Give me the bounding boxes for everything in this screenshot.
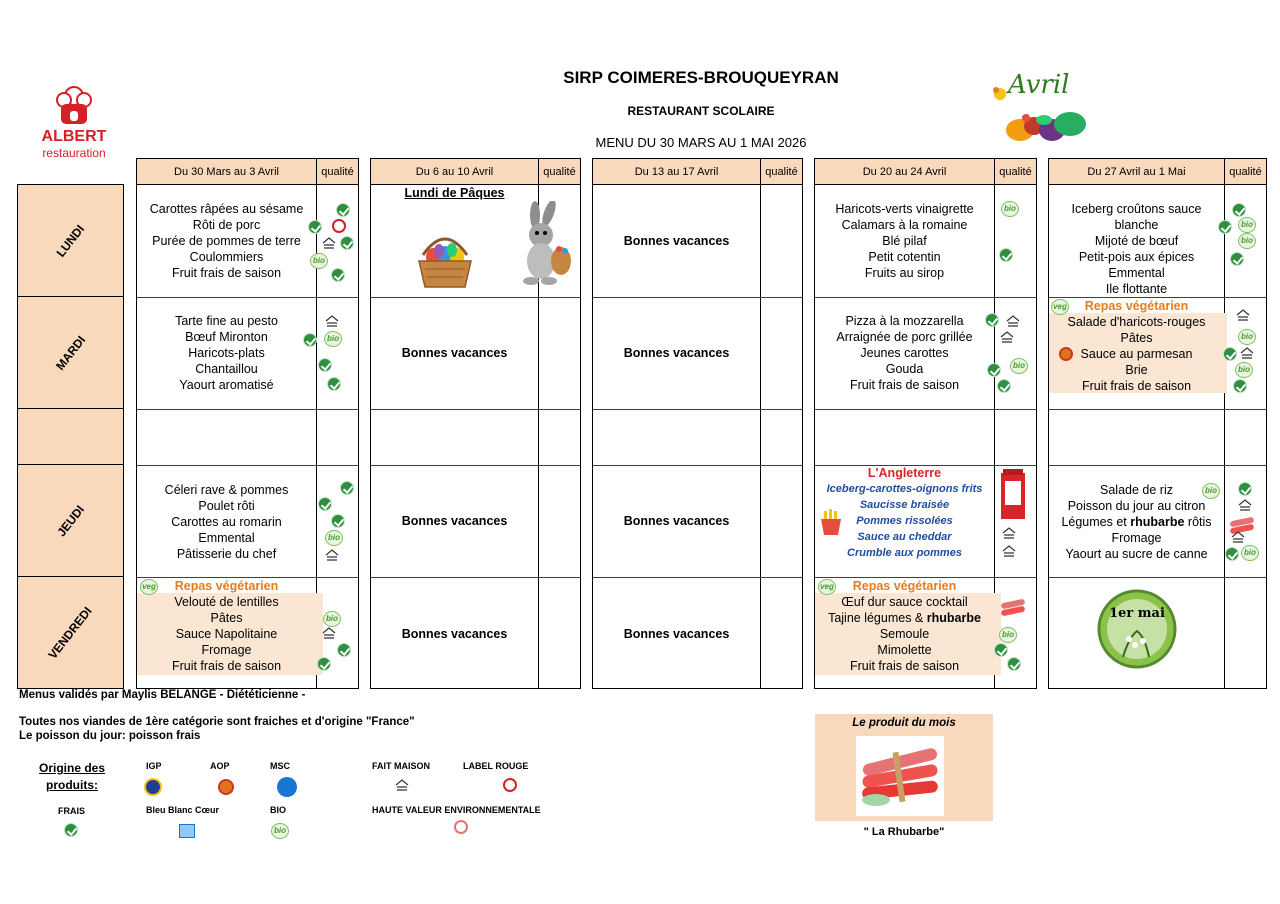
quality-header: qualité [760, 159, 802, 185]
fait-maison-icon [394, 779, 410, 793]
fait-maison-icon [1230, 531, 1246, 545]
menu-mardi-week1: Tarte fine au pesto Bœuf Mironton Haricots-plats Chantaillou Yaourt aromatisé [175, 314, 278, 392]
fait-maison-icon [1001, 527, 1017, 541]
aop-icon [1059, 347, 1073, 361]
frais-icon [337, 643, 351, 657]
frais-icon [318, 358, 332, 372]
month-name: Avril [1008, 70, 1070, 100]
product-of-month [815, 714, 993, 821]
fait-maison-icon [1001, 545, 1017, 559]
frais-icon [327, 377, 341, 391]
quality-header: qualité [538, 159, 580, 185]
bleu-blanc-coeur-icon [179, 824, 195, 838]
menu-jeudi-week2: Bonnes vacances [401, 514, 508, 528]
frais-icon [331, 268, 345, 282]
fait-maison-icon [321, 237, 337, 251]
fait-maison-icon [1239, 347, 1255, 361]
menu-vendredi-week4: Repas végétarien Œuf dur sauce cocktail Tajine légumes & rhubarbe Semoule Mimolette Fruit frais de saison [815, 578, 994, 674]
week-header: Du 27 Avril au 1 Mai [1049, 159, 1224, 185]
week-header: Du 13 au 17 Avril [593, 159, 760, 185]
easter-basket-icon [415, 227, 475, 291]
bio-icon: bio [324, 331, 342, 347]
frais-icon [1218, 220, 1232, 234]
logo-name: ALBERT [41, 128, 107, 145]
fait-maison-icon [321, 627, 337, 641]
quality-header: qualité [994, 159, 1036, 185]
bio-icon: bio [1010, 358, 1028, 374]
legend-fait-maison-label: FAIT MAISON [372, 761, 430, 771]
week-header: Du 30 Mars au 3 Avril [137, 159, 316, 185]
frais-icon [987, 363, 1001, 377]
fish-note: Le poisson du jour: poisson frais [19, 730, 201, 742]
easter-bunny-icon [513, 201, 577, 287]
week-column-2 [370, 158, 581, 689]
vegetarian-icon: veg [1051, 299, 1069, 315]
vegetarian-title: Repas végétarien [174, 579, 279, 593]
menu-period: MENU DU 30 MARS AU 1 MAI 2026 [595, 135, 807, 150]
vegetarian-title: Repas végétarien [852, 579, 957, 593]
rhubarb-image [856, 736, 944, 816]
vegetarian-icon: veg [818, 579, 836, 595]
legend-label-rouge-label: LABEL ROUGE [463, 761, 529, 771]
easter-title: Lundi de Pâques [404, 186, 505, 200]
fait-maison-icon [1237, 499, 1253, 513]
frais-icon [318, 497, 332, 511]
bio-icon: bio [1241, 545, 1259, 561]
fait-maison-icon [324, 315, 340, 329]
menu-mardi-week3: Bonnes vacances [623, 346, 730, 360]
meat-origin-note: Toutes nos viandes de 1ère catégorie sont fraiches et d'origine "France" [19, 716, 415, 728]
bio-icon: bio [1202, 483, 1220, 499]
msc-icon [277, 777, 297, 797]
frais-icon [1238, 482, 1252, 496]
day-label-jeudi: JEUDI [17, 464, 124, 577]
menu-mardi-week2: Bonnes vacances [401, 346, 508, 360]
legend-msc-label: MSC [270, 761, 290, 771]
week-column-5 [1048, 158, 1267, 689]
fait-maison-icon [1235, 309, 1251, 323]
day-label-vendredi: VENDREDI [17, 576, 124, 689]
week-column-3 [592, 158, 803, 689]
week-column-1 [136, 158, 359, 689]
bio-icon: bio [271, 823, 289, 839]
vegetarian-icon: veg [140, 579, 158, 595]
menu-lundi-week5: Iceberg croûtons sauce blanche Mijoté de bœuf Petit-pois aux épices Emmental Ile flottante [1071, 202, 1202, 296]
frais-icon [1232, 203, 1246, 217]
bio-icon: bio [1238, 217, 1256, 233]
legend-aop-label: AOP [210, 761, 230, 771]
albert-logo [24, 76, 128, 166]
phone-booth-icon [999, 469, 1027, 521]
menu-mardi-week4: Pizza à la mozzarella Arraignée de porc grillée Jeunes carottes Gouda Fruit frais de saison [836, 314, 973, 392]
frais-icon [1007, 657, 1021, 671]
month-badge [986, 68, 1094, 148]
bio-icon: bio [323, 611, 341, 627]
menu-jeudi-week3: Bonnes vacances [623, 514, 730, 528]
legend-frais-label: FRAIS [58, 806, 85, 816]
frais-icon [317, 657, 331, 671]
menu-jeudi-week1: Céleri rave & pommes Poulet rôti Carottes au romarin Emmental Pâtisserie du chef [164, 483, 289, 561]
bio-icon: bio [1235, 362, 1253, 378]
menu-lundi-week3: Bonnes vacances [623, 234, 730, 248]
day-label-mercredi [17, 408, 124, 465]
week-header: Du 6 au 10 Avril [371, 159, 538, 185]
label-rouge-icon [332, 219, 346, 233]
logo-subtitle: restauration [42, 146, 106, 160]
frais-icon [1223, 347, 1237, 361]
week-header: Du 20 au 24 Avril [815, 159, 994, 185]
fries-icon [819, 509, 843, 535]
chef-hat-icon [52, 84, 96, 128]
bio-icon: bio [1238, 329, 1256, 345]
rhubarb-icon [999, 595, 1027, 619]
legend-igp-label: IGP [146, 761, 162, 771]
menu-vendredi-week3: Bonnes vacances [623, 627, 730, 641]
menu-lundi-week4: Haricots-verts vinaigrette Calamars à la romaine Blé pilaf Petit cotentin Fruits au sirop [835, 202, 974, 280]
fait-maison-icon [1005, 315, 1021, 329]
vegetarian-title: Repas végétarien [1084, 299, 1189, 313]
frais-icon [994, 643, 1008, 657]
legend-hve-label: HAUTE VALEUR ENVIRONNEMENTALE [372, 805, 541, 815]
may-day-label: 1er mai [1109, 606, 1165, 621]
igp-icon [144, 778, 162, 796]
origin-title: Origine des produits: [38, 761, 106, 792]
frais-icon [1233, 379, 1247, 393]
may-day-badge-icon [1089, 587, 1185, 671]
week-column-4 [814, 158, 1037, 689]
product-title: Le produit du mois [852, 717, 956, 729]
menu-vendredi-week1: Repas végétarien Velouté de lentilles Pâtes Sauce Napolitaine Fromage Fruit frais de saison [137, 578, 316, 674]
frais-icon [1225, 547, 1239, 561]
menu-mardi-week5: Repas végétarien Salade d'haricots-rouges Pâtes Sauce au parmesan Brie Fruit frais de saison [1049, 298, 1224, 394]
page-subtitle: RESTAURANT SCOLAIRE [627, 104, 775, 118]
frais-icon [1230, 252, 1244, 266]
day-label-mardi: MARDI [17, 296, 124, 409]
product-caption: " La Rhubarbe" [863, 826, 945, 838]
validation-note: Menus validés par Maylis BELANGE - Diététicienne - [19, 689, 306, 701]
day-label-lundi: LUNDI [17, 184, 124, 297]
quality-header: qualité [316, 159, 358, 185]
menu-lundi-week2 [371, 185, 538, 201]
quality-header: qualité [1224, 159, 1266, 185]
frais-icon [997, 379, 1011, 393]
fait-maison-icon [999, 331, 1015, 345]
fait-maison-icon [324, 549, 340, 563]
bio-icon: bio [325, 530, 343, 546]
menu-vendredi-week2: Bonnes vacances [401, 627, 508, 641]
aop-icon [218, 779, 234, 795]
page-title: SIRP COIMERES-BROUQUEYRAN [563, 68, 839, 87]
frais-icon [331, 514, 345, 528]
frais-icon [336, 203, 350, 217]
menu-lundi-week1: Carottes râpées au sésame Rôti de porc Purée de pommes de terre Coulommiers Fruit frais de saison [149, 202, 304, 280]
bio-icon: bio [1001, 201, 1019, 217]
frais-icon [303, 333, 317, 347]
bio-icon: bio [310, 253, 328, 269]
frais-icon [340, 481, 354, 495]
hve-icon [454, 820, 468, 834]
menu-jeudi-week4: L'Angleterre Iceberg-carottes-oignons frits Saucisse braisée Pommes rissolées Sauce au cheddar Crumble aux pommes [815, 465, 994, 561]
frais-icon [999, 248, 1013, 262]
legend-bbc-label: Bleu Blanc Cœur [146, 805, 220, 815]
label-rouge-icon [503, 778, 517, 792]
frais-icon [64, 823, 78, 837]
frais-icon [340, 236, 354, 250]
menu-jeudi-week5: Salade de riz Poisson du jour au citron Légumes et rhubarbe rôtis Fromage Yaourt au sucre de canne [1061, 483, 1212, 561]
frais-icon [985, 313, 999, 327]
bio-icon: bio [999, 627, 1017, 643]
bio-icon: bio [1238, 233, 1256, 249]
frais-icon [308, 220, 322, 234]
theme-title: L'Angleterre [867, 466, 942, 480]
legend-bio-label: BIO [270, 805, 287, 815]
